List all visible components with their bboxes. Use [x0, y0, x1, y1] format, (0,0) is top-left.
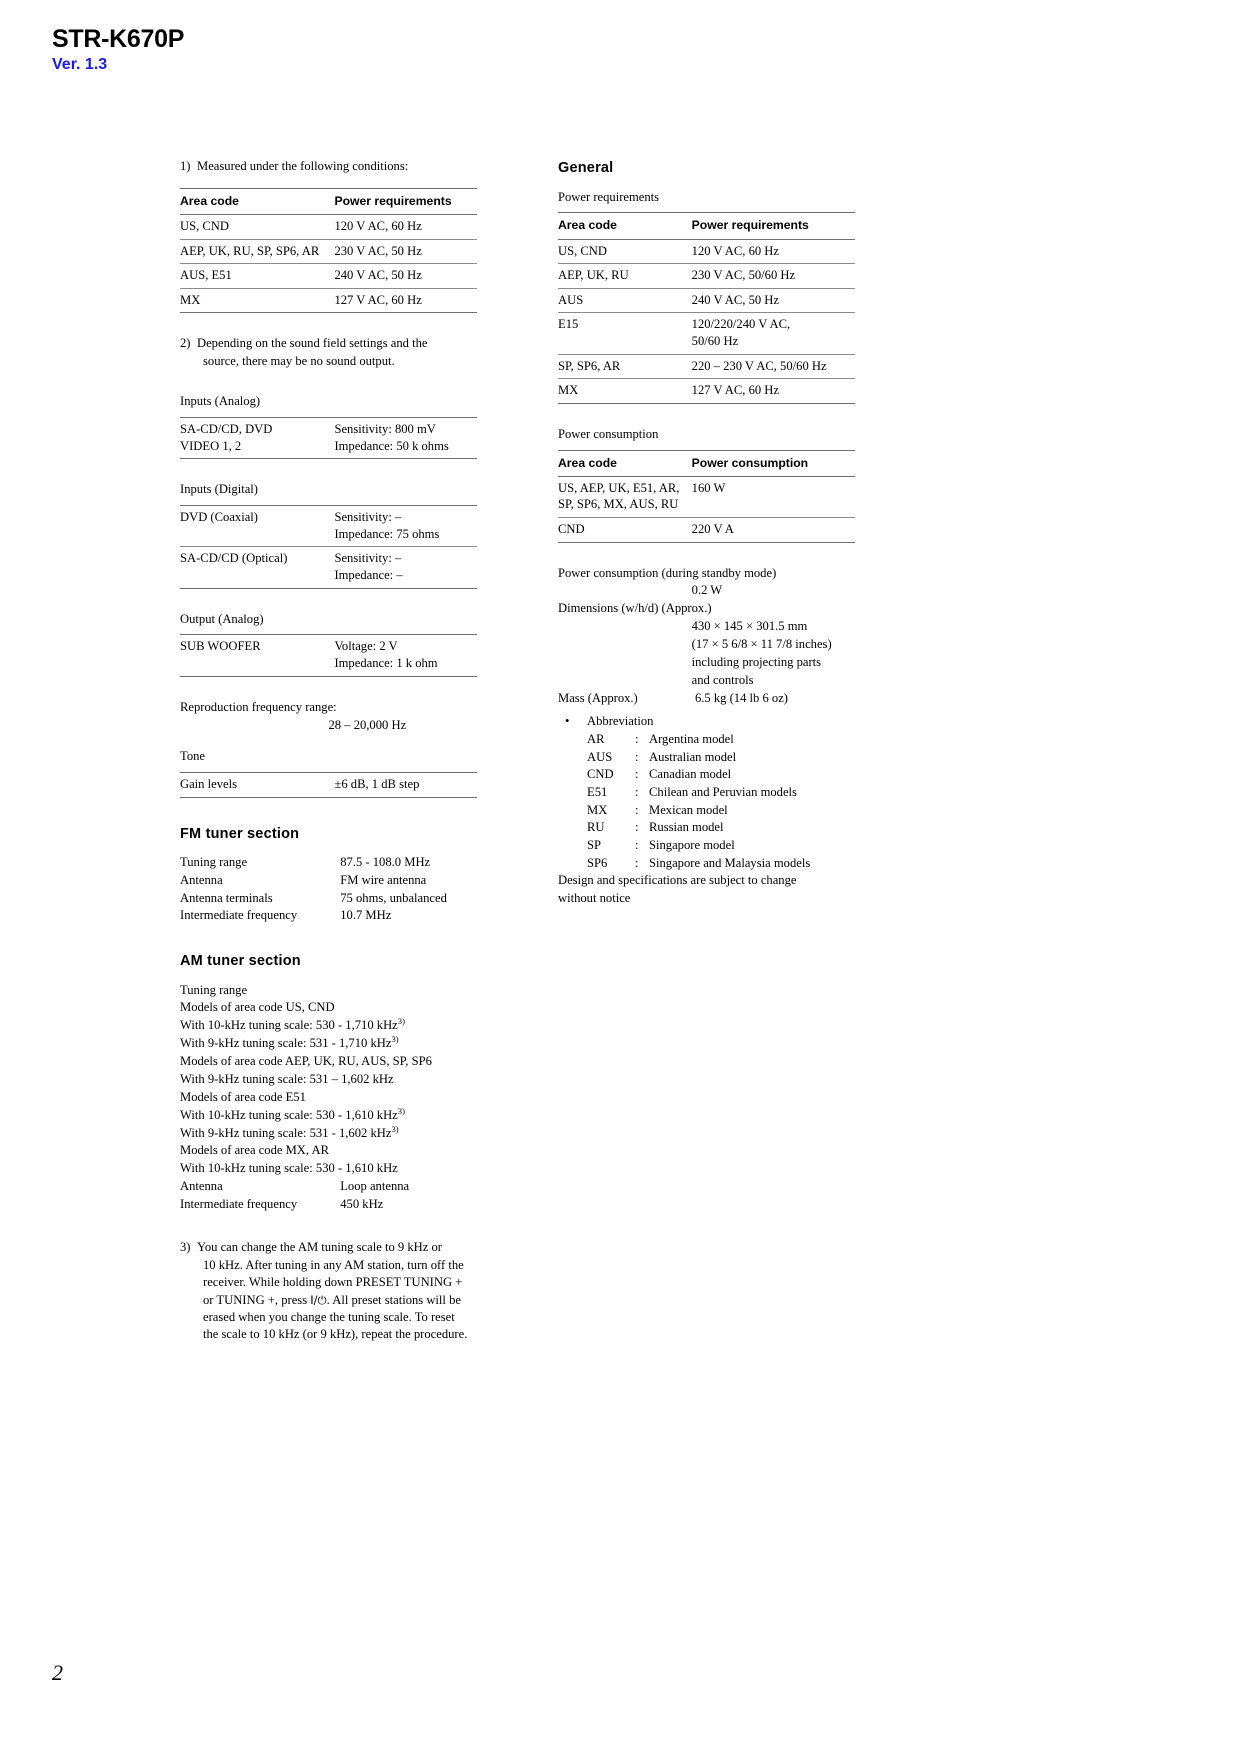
spec-row: [180, 1178, 477, 1196]
am-scale-row: [180, 1071, 477, 1089]
value-dimensions-line-4: and controls: [691, 672, 754, 687]
table-row: [180, 214, 477, 239]
table-row: [180, 239, 477, 264]
abbreviation-code: SP: [587, 837, 602, 852]
cell-tone-value: ±6 dB, 1 dB step: [334, 773, 477, 798]
abbreviation-code: MX: [587, 802, 608, 817]
abbreviation-item: [558, 749, 855, 767]
table-header-row: [558, 450, 855, 476]
spec-value: 87.5 - 108.0 MHz: [340, 855, 431, 870]
list-fm-tuner-specs: [180, 854, 477, 925]
table-row: [558, 379, 855, 404]
column-header-power-requirements: Power requirements: [692, 213, 855, 239]
power-symbol-icon: I/⏻: [310, 1292, 327, 1307]
footnote-1-marker: 1): [180, 159, 191, 173]
am-scale-footnote-ref: 3): [391, 1123, 399, 1134]
am-line: Models of area code E51: [180, 1089, 306, 1104]
abbreviation-text: Singapore and Malaysia models: [649, 855, 811, 870]
column-header-power-consumption: Power consumption: [692, 450, 855, 476]
spec-row: [180, 1196, 477, 1214]
document-version: Ver. 1.3: [52, 56, 108, 74]
footnote-3-marker: 3): [180, 1240, 191, 1255]
table-row: [558, 313, 855, 354]
abbreviation-text: Mexican model: [649, 802, 728, 817]
spec-label: Antenna: [180, 873, 223, 888]
column-header-area-code: Area code: [180, 188, 334, 214]
table-power-requirements-left: [180, 188, 477, 314]
disclaimer-line-2: without notice: [558, 891, 631, 906]
cell-area-code: AEP, UK, RU: [558, 264, 692, 289]
am-line: Tuning range: [180, 982, 248, 997]
abbreviation-code: CND: [587, 767, 614, 782]
abbreviation-item: [558, 802, 855, 820]
table-power-consumption: [558, 450, 855, 543]
footnote-3: [180, 1239, 477, 1343]
cell-input-label: SA-CD/CD (Optical): [180, 547, 334, 588]
document-header: [52, 26, 184, 74]
cell-power-requirement: 230 V AC, 50 Hz: [334, 239, 477, 264]
table-row: [180, 418, 477, 459]
cell-output-label: SUB WOOFER: [180, 635, 334, 676]
cell-input-label: DVD (Coaxial): [180, 506, 334, 547]
section-heading-fm-tuner: FM tuner section: [180, 825, 300, 842]
cell-area-code-line-2: SP, SP6, MX, AUS, RU: [558, 497, 679, 512]
am-scale-row: [180, 1017, 477, 1035]
spec-value: Loop antenna: [340, 1179, 410, 1194]
spec-row: [180, 890, 477, 908]
footnote-3-line-4b: . All preset stations will be: [326, 1292, 461, 1307]
cell-power-consumption: 220 V A: [692, 518, 855, 543]
am-scale-value: 530 - 1,610 kHz: [315, 1107, 398, 1122]
cell-power-requirement: 127 V AC, 60 Hz: [334, 288, 477, 313]
cell-output-value-line-2: Impedance: 1 k ohm: [334, 656, 438, 671]
abbreviation-text: Canadian model: [649, 767, 732, 782]
am-scale-value: 531 – 1,602 kHz: [309, 1071, 394, 1086]
table-header-row: [558, 213, 855, 239]
spec-row: [180, 907, 477, 925]
cell-area-code: MX: [558, 379, 692, 404]
abbreviation-separator: :: [635, 855, 639, 870]
value-dimensions-line-2: (17 × 5 6/8 × 11 7/8 inches): [691, 637, 832, 652]
am-scale-label: With 9-kHz tuning scale:: [180, 1036, 307, 1051]
table-row: [558, 518, 855, 543]
abbreviation-code: AUS: [587, 749, 613, 764]
label-standby-consumption: Power consumption (during standby mode): [558, 565, 777, 580]
am-scale-label: With 9-kHz tuning scale:: [180, 1125, 307, 1140]
abbreviation-code: AR: [587, 732, 605, 747]
abbreviation-text: Australian model: [649, 749, 737, 764]
spec-label: Antenna terminals: [180, 890, 273, 905]
label-reproduction-frequency-range: Reproduction frequency range:: [180, 699, 337, 714]
footnote-3-line-4a: or TUNING +, press: [203, 1292, 311, 1307]
am-scale-value: 531 - 1,710 kHz: [309, 1036, 392, 1051]
cell-area-code: AUS, E51: [180, 264, 334, 289]
cell-area-code: US, CND: [558, 243, 607, 258]
am-scale-value: 530 - 1,610 kHz: [315, 1161, 398, 1176]
cell-area-code-line-1: US, AEP, UK, E51, AR,: [558, 480, 680, 495]
section-heading-am-tuner: AM tuner section: [180, 952, 301, 969]
cell-area-code: AEP, UK, RU, SP, SP6, AR: [180, 239, 334, 264]
list-am-tuner-specs: [180, 982, 477, 1214]
cell-area-code: CND: [558, 518, 692, 543]
footnote-1-text: Measured under the following conditions:: [197, 159, 409, 173]
left-column: [180, 158, 477, 1356]
am-line: Models of area code AEP, UK, RU, AUS, SP, SP6: [180, 1054, 432, 1069]
column-header-power-requirements: Power requirements: [334, 188, 477, 214]
value-dimensions-line-3: including projecting parts: [691, 654, 822, 669]
cell-input-value-line-2: Impedance: 50 k ohms: [334, 438, 449, 453]
cell-tone-label: Gain levels: [180, 773, 334, 798]
label-mass: Mass (Approx.): [558, 690, 638, 705]
value-dimensions-line-1: 430 × 145 × 301.5 mm: [691, 619, 808, 634]
column-header-area-code: Area code: [558, 213, 692, 239]
am-scale-label: With 10-kHz tuning scale:: [180, 1018, 313, 1033]
abbreviation-item: [558, 855, 855, 873]
cell-power-requirement: 230 V AC, 50/60 Hz: [692, 264, 855, 289]
abbreviation-separator: :: [635, 820, 639, 835]
abbreviation-separator: :: [635, 732, 639, 747]
table-header-row: [180, 188, 477, 214]
am-scale-row: [180, 1035, 477, 1053]
spec-value: FM wire antenna: [340, 873, 427, 888]
abbreviation-item: [558, 784, 855, 802]
spec-label: Intermediate frequency: [180, 1196, 298, 1211]
spec-row: [180, 872, 477, 890]
table-row: [558, 239, 855, 264]
am-scale-label: With 9-kHz tuning scale:: [180, 1071, 307, 1086]
value-standby-consumption: 0.2 W: [691, 583, 723, 598]
am-scale-row: [180, 1107, 477, 1125]
table-row: [558, 264, 855, 289]
abbreviation-title: Abbreviation: [587, 714, 654, 729]
table-inputs-analog: [180, 417, 477, 459]
caption-output-analog: Output (Analog): [180, 611, 264, 626]
label-dimensions: Dimensions (w/h/d) (Approx.): [558, 601, 712, 616]
cell-input-value-line-1: Sensitivity: –: [334, 551, 402, 566]
abbreviation-separator: :: [635, 837, 639, 852]
cell-power-consumption: 160 W: [691, 480, 726, 495]
right-column: [558, 158, 855, 908]
cell-area-code: US, CND: [180, 218, 229, 233]
cell-output-value-line-1: Voltage: 2 V: [334, 639, 398, 654]
spec-label: Antenna: [180, 1179, 223, 1194]
cell-area-code: SP, SP6, AR: [558, 354, 692, 379]
footnote-2-line-1: Depending on the sound field settings and the: [197, 336, 428, 351]
table-output-analog: [180, 634, 477, 676]
page-number: 2: [52, 1660, 63, 1685]
cell-area-code: E15: [558, 313, 692, 354]
cell-power-requirement: 220 – 230 V AC, 50/60 Hz: [692, 354, 855, 379]
abbreviation-text: Argentina model: [649, 732, 734, 747]
footnote-3-line-5: erased when you change the tuning scale. To reset: [203, 1309, 455, 1324]
caption-power-consumption: Power consumption: [558, 426, 659, 441]
caption-inputs-digital: Inputs (Digital): [180, 482, 258, 497]
caption-inputs-analog: Inputs (Analog): [180, 394, 261, 409]
footnote-2-marker: 2): [180, 336, 191, 351]
caption-tone: Tone: [180, 749, 205, 764]
footnote-3-line-2: 10 kHz. After tuning in any AM station, turn off the: [203, 1257, 464, 1272]
abbreviation-text: Chilean and Peruvian models: [649, 785, 797, 800]
abbreviation-separator: :: [635, 785, 639, 800]
spec-value: 75 ohms, unbalanced: [340, 890, 447, 905]
table-row: [180, 506, 477, 547]
footnote-3-line-6: the scale to 10 kHz (or 9 kHz), repeat the procedure.: [203, 1327, 468, 1342]
spec-label: Intermediate frequency: [180, 908, 298, 923]
cell-input-value-line-1: Sensitivity: –: [334, 510, 402, 525]
cell-power-requirement: 240 V AC, 50 Hz: [692, 288, 855, 313]
section-heading-general: General: [558, 160, 614, 176]
table-row: [180, 635, 477, 676]
bullet-icon: •: [565, 714, 570, 729]
am-line: Models of area code MX, AR: [180, 1143, 329, 1158]
table-row: [180, 773, 477, 798]
abbreviation-list: [558, 731, 855, 872]
cell-input-value-line-1: Sensitivity: 800 mV: [334, 422, 436, 437]
table-row: [558, 476, 855, 517]
abbreviation-text: Singapore model: [649, 837, 735, 852]
footnote-1: [180, 158, 477, 176]
footnote-3-line-3: receiver. While holding down PRESET TUNING +: [203, 1275, 463, 1290]
am-line: Models of area code US, CND: [180, 1000, 335, 1015]
abbreviation-item: [558, 731, 855, 749]
cell-area-code: MX: [180, 288, 334, 313]
footnote-2: [180, 335, 477, 371]
abbreviation-item: [558, 819, 855, 837]
abbreviation-separator: :: [635, 767, 639, 782]
cell-power-requirement: 120 V AC, 60 Hz: [334, 218, 422, 233]
spec-label: Tuning range: [180, 855, 248, 870]
value-reproduction-frequency-range: 28 – 20,000 Hz: [328, 717, 407, 732]
cell-power-requirement-line-1: 120/220/240 V AC,: [691, 317, 791, 332]
abbreviation-code: RU: [587, 820, 605, 835]
am-scale-footnote-ref: 3): [397, 1016, 405, 1027]
spec-row-mass: [558, 690, 855, 708]
abbreviation-item: [558, 766, 855, 784]
cell-power-requirement: 240 V AC, 50 Hz: [334, 264, 477, 289]
abbreviation-text: Russian model: [649, 820, 724, 835]
spec-row: [180, 854, 477, 872]
am-scale-label: With 10-kHz tuning scale:: [180, 1161, 313, 1176]
table-inputs-digital: [180, 505, 477, 588]
am-scale-row: [180, 1160, 477, 1178]
model-title: STR-K670P: [52, 25, 185, 53]
table-row: [180, 288, 477, 313]
am-scale-row: [180, 1125, 477, 1143]
abbreviation-title-row: [558, 713, 855, 731]
table-tone: [180, 772, 477, 798]
am-scale-footnote-ref: 3): [391, 1033, 399, 1044]
cell-area-code: AUS: [558, 288, 692, 313]
table-row: [558, 288, 855, 313]
footnote-2-line-2: source, there may be no sound output.: [203, 354, 395, 369]
am-scale-footnote-ref: 3): [397, 1105, 405, 1116]
table-row: [558, 354, 855, 379]
table-row: [180, 264, 477, 289]
abbreviation-item: [558, 837, 855, 855]
caption-power-requirements: Power requirements: [558, 189, 660, 204]
cell-power-requirement-line-2: 50/60 Hz: [691, 333, 739, 348]
cell-input-value-line-2: Impedance: –: [334, 567, 403, 582]
spec-value: 450 kHz: [340, 1196, 384, 1211]
table-power-requirements-general: [558, 212, 855, 403]
cell-input-label-line-1: SA-CD/CD, DVD: [180, 422, 273, 437]
abbreviation-code: E51: [587, 785, 608, 800]
am-scale-value: 530 - 1,710 kHz: [315, 1018, 398, 1033]
abbreviation-separator: :: [635, 802, 639, 817]
abbreviation-code: SP6: [587, 855, 608, 870]
table-row: [180, 547, 477, 588]
cell-input-label-line-2: VIDEO 1, 2: [180, 438, 242, 453]
abbreviation-separator: :: [635, 749, 639, 764]
disclaimer-line-1: Design and specifications are subject to change: [558, 873, 797, 888]
spec-value: 10.7 MHz: [340, 908, 392, 923]
cell-power-requirement: 120 V AC, 60 Hz: [691, 243, 779, 258]
footnote-3-line-1: You can change the AM tuning scale to 9 kHz or: [197, 1240, 442, 1255]
cell-input-value-line-2: Impedance: 75 ohms: [334, 526, 440, 541]
am-scale-label: With 10-kHz tuning scale:: [180, 1107, 313, 1122]
column-header-area-code: Area code: [558, 450, 692, 476]
am-scale-value: 531 - 1,602 kHz: [309, 1125, 392, 1140]
cell-power-requirement: 127 V AC, 60 Hz: [692, 379, 855, 404]
value-mass: 6.5 kg (14 lb 6 oz): [694, 690, 788, 705]
